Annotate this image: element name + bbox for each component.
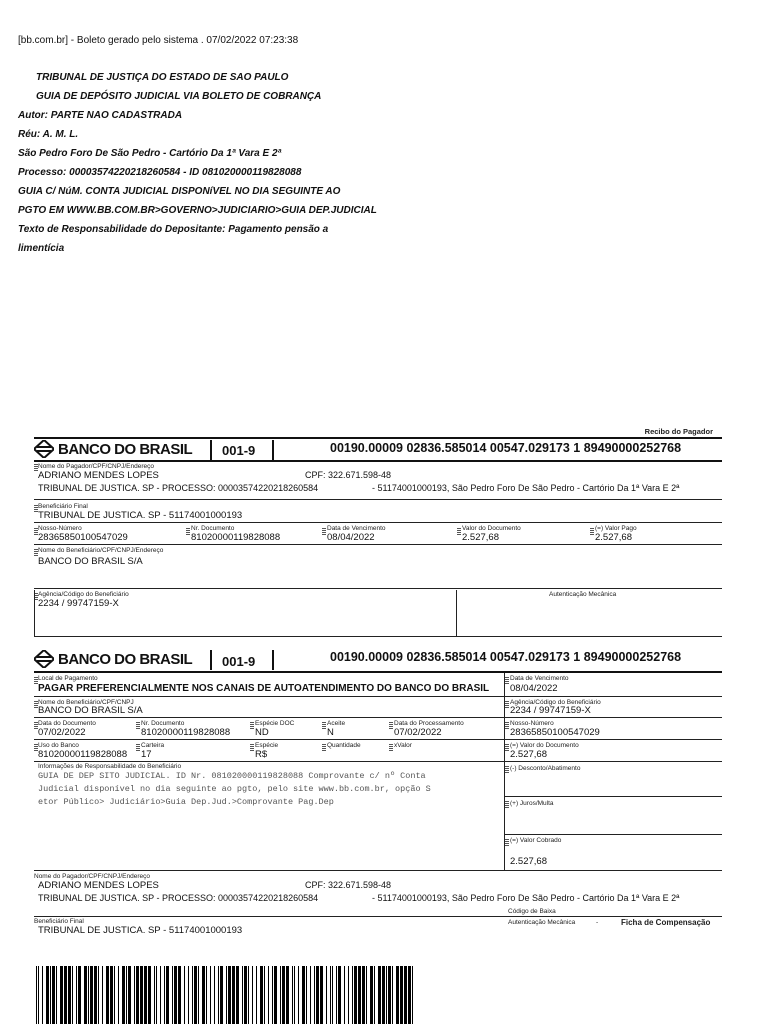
payment-barcode [36, 966, 438, 1024]
ficha-carteira-label: Carteira [141, 742, 165, 749]
ficha-local-label: Local de Pagamento [38, 675, 98, 682]
ficha-valor-cobrado-label: (=) Valor Cobrado [510, 837, 562, 844]
ficha-local: PAGAR PREFERENCIALMENTE NOS CANAIS DE AUTOATENDIMENTO DO BANCO DO BRASIL [38, 683, 490, 694]
ficha-carteira: 17 [141, 749, 152, 760]
ficha-juros-label: (+) Juros/Multa [510, 800, 554, 807]
recibo-pagador-address: TRIBUNAL DE JUSTICA. SP - PROCESSO: 00003574220218260584 [38, 483, 319, 493]
ficha-vencimento-label: Data de Vencimento [510, 675, 569, 682]
rule [504, 834, 505, 870]
field-tick [505, 800, 509, 808]
ficha-autenticacao-dash: - [596, 919, 599, 926]
rule [34, 739, 722, 740]
ficha-especie: R$ [255, 749, 268, 760]
rule [34, 870, 722, 871]
ficha-data-processamento-label: Data do Processamento [394, 720, 464, 727]
ficha-uso-banco-label: Uso do Banco [38, 742, 79, 749]
field-tick [505, 838, 509, 846]
header-foro: São Pedro Foro De São Pedro - Cartório Da 1ª Vara E 2ª [18, 148, 282, 159]
rule [34, 696, 722, 697]
field-tick [389, 721, 393, 729]
rule [34, 590, 35, 636]
field-tick [34, 527, 38, 535]
header-responsabilidade-cont: limentícia [18, 243, 65, 254]
recibo-vencimento: 08/04/2022 [327, 532, 375, 543]
ficha-nr-documento: 81020000119828088 [141, 727, 231, 738]
header-pgto-note: PGTO EM WWW.BB.COM.BR>GOVERNO>JUDICIARIO>GUIA DEP.JUDICIAL [18, 205, 377, 216]
recibo-valor-pago: 2.527,68 [595, 532, 632, 543]
field-tick [322, 527, 326, 535]
field-tick [34, 743, 38, 751]
code-separator [272, 650, 274, 670]
ficha-data-documento-label: Data do Documento [38, 720, 96, 727]
ficha-especie-doc: ND [255, 727, 269, 738]
ficha-codigo-baixa-label: Código de Baixa [508, 908, 556, 915]
ficha-quantidade-label: Quantidade [327, 742, 361, 749]
field-tick [136, 721, 140, 729]
rule [504, 834, 722, 835]
ficha-pagador-address: TRIBUNAL DE JUSTICA. SP - PROCESSO: 00003574220218260584 [38, 893, 319, 903]
ficha-agencia: 2234 / 99747159-X [510, 705, 591, 716]
recibo-header-rule [34, 460, 722, 462]
bank-logo [34, 440, 192, 458]
ficha-informacoes: GUIA DE DEP SITO JUDICIAL. ID Nr. 081020000119828088 Comprovante c/ nº Conta Judicial disponível no dia seguinte ao pgto, pelo site www.bb.com.br, opção S etor Público> Judiciário>Guia Dep.Jud.>Comprovante Pag.Dep [38, 771, 431, 807]
recibo-title: Recibo do Pagador [644, 427, 713, 436]
ficha-aceite: N [327, 727, 334, 738]
recibo-beneficiario: BANCO DO BRASIL S/A [38, 556, 143, 567]
field-tick [186, 527, 190, 535]
field-tick [250, 743, 254, 751]
ficha-benef-final-value: TRIBUNAL DE JUSTICA. SP - 51174001000193 [38, 925, 243, 936]
header-guide-title: GUIA DE DEPÓSITO JUDICIAL VIA BOLETO DE COBRANÇA [36, 91, 322, 102]
field-tick [34, 676, 38, 684]
bank-logo-ficha-icon [34, 650, 54, 668]
ficha-benef-final-label: Beneficiário Final [34, 918, 84, 925]
ficha-uso-banco: 81020000119828088 [38, 749, 128, 760]
ficha-especie-label: Espécie [255, 742, 279, 749]
ficha-informacoes-label: Informações de Responsabilidade do Beneficiário [38, 763, 182, 770]
rule [34, 499, 722, 500]
recibo-valor-documento: 2.527,68 [462, 532, 499, 543]
header-reu: Réu: A. M. L. [18, 129, 79, 140]
recibo-agencia: 2234 / 99747159-X [38, 598, 119, 609]
recibo-pagador-label: Nome do Pagador/CPF/CNPJ/Endereço [38, 463, 154, 470]
recibo-beneficiario-label: Nome do Beneficiário/CPF/CNPJ/Endereço [38, 547, 164, 554]
recibo-benef-final-label: Beneficiário Final [38, 503, 88, 510]
ficha-especie-doc-label: Espécie DOC [255, 720, 295, 727]
recibo-nosso-numero-label: Nosso-Número [38, 525, 82, 532]
rule [34, 588, 722, 589]
bank-logo-icon [34, 440, 54, 458]
rule [34, 717, 722, 718]
rule [34, 671, 722, 673]
header-responsabilidade: Texto de Responsabilidade do Depositante: Pagamento pensão a [18, 224, 329, 235]
ficha-nr-documento-label: Nr. Documento [141, 720, 185, 727]
document-header [18, 68, 377, 258]
bank-code: 001-9 [222, 443, 256, 458]
field-tick [505, 676, 509, 684]
field-tick [505, 700, 509, 708]
bank-name: BANCO DO BRASIL [58, 440, 193, 458]
rule [34, 916, 722, 917]
ficha-beneficiario-label: Nome do Beneficiário/CPF/CNPJ [38, 699, 134, 706]
recibo-nr-documento: 81020000119828088 [191, 532, 281, 543]
rule [504, 673, 505, 841]
recibo-nosso-numero: 28365850100547029 [38, 532, 128, 543]
bank-name-ficha: BANCO DO BRASIL [58, 650, 193, 668]
recibo-pagador-name: ADRIANO MENDES LOPES [38, 470, 159, 481]
rule [34, 636, 722, 637]
recibo-agencia-label: Agência/Código do Beneficiário [38, 591, 129, 598]
field-tick [505, 743, 509, 751]
rule [34, 544, 722, 545]
ficha-pagador-name: ADRIANO MENDES LOPES [38, 880, 159, 891]
ficha-beneficiario: BANCO DO BRASIL S/A [38, 705, 143, 716]
rule [456, 590, 457, 636]
ficha-pagador-address-cont: - 51174001000193, São Pedro Foro De São Pedro - Cartório Da 1ª Vara E 2ª [372, 893, 680, 903]
ficha-data-processamento: 07/02/2022 [394, 727, 442, 738]
recibo-pagador-address-cont: - 51174001000193, São Pedro Foro De São Pedro - Cartório Da 1ª Vara E 2ª [372, 483, 680, 493]
ficha-pagador-label: Nome do Pagador/CPF/CNPJ/Endereço [34, 873, 150, 880]
field-tick [505, 765, 509, 773]
field-tick [34, 700, 38, 708]
rule [34, 522, 722, 523]
system-note: [bb.com.br] - Boleto gerado pelo sistema . 07/02/2022 07:23:38 [18, 35, 299, 46]
ficha-vencimento: 08/04/2022 [510, 683, 558, 694]
field-tick [34, 548, 38, 556]
field-tick [250, 721, 254, 729]
header-guia-note: GUIA C/ NúM. CONTA JUDICIAL DISPONíVEL NO DIA SEGUINTE AO [18, 186, 341, 197]
ficha-valor-documento: 2.527,68 [510, 749, 547, 760]
recibo-top-rule [34, 437, 722, 439]
ficha-nosso-numero: 28365850100547029 [510, 727, 600, 738]
logo-separator [210, 440, 212, 460]
field-tick [505, 721, 509, 729]
ficha-valor-cobrado: 2.527,68 [510, 856, 547, 867]
bank-code-ficha: 001-9 [222, 654, 256, 669]
code-separator [272, 440, 274, 460]
field-tick [457, 527, 461, 535]
recibo-valor-pago-label: (=) Valor Pago [595, 525, 637, 532]
bank-logo-ficha [34, 650, 192, 668]
recibo-autenticacao-label: Autenticação Mecânica [549, 591, 617, 598]
recibo-valor-documento-label: Valor do Documento [462, 525, 521, 532]
header-processo: Processo: 00003574220218260584 - ID 081020000119828088 [18, 167, 302, 178]
header-autor: Autor: PARTE NAO CADASTRADA [18, 110, 183, 121]
recibo-vencimento-label: Data de Vencimento [327, 525, 386, 532]
field-tick [136, 743, 140, 751]
field-tick [34, 504, 38, 512]
linha-digitavel-ficha: 00190.00009 02836.585014 00547.029173 1 89490000252768 [330, 650, 682, 664]
field-tick [322, 743, 326, 751]
rule [504, 796, 722, 797]
field-tick [322, 721, 326, 729]
ficha-autenticacao-label: Autenticação Mecânica [508, 919, 576, 926]
recibo-nr-documento-label: Nr. Documento [191, 525, 235, 532]
field-tick [389, 743, 393, 751]
ficha-valor-documento-label: (=) Valor do Documento [510, 742, 579, 749]
field-tick [34, 721, 38, 729]
recibo-pagador-cpf: CPF: 322.671.598-48 [305, 470, 392, 480]
field-tick [590, 527, 594, 535]
ficha-aceite-label: Aceite [327, 720, 346, 727]
ficha-data-documento: 07/02/2022 [38, 727, 86, 738]
linha-digitavel: 00190.00009 02836.585014 00547.029173 1 89490000252768 [330, 441, 682, 455]
logo-separator [210, 650, 212, 670]
ficha-nosso-numero-label: Nosso-Número [510, 720, 554, 727]
header-court: TRIBUNAL DE JUSTIÇA DO ESTADO DE SAO PAULO [36, 72, 289, 83]
ficha-agencia-label: Agência/Código do Beneficiário [510, 699, 601, 706]
recibo-benef-final-value: TRIBUNAL DE JUSTICA. SP - 51174001000193 [38, 510, 243, 521]
ficha-pagador-cpf: CPF: 322.671.598-48 [305, 880, 392, 890]
ficha-desconto-label: (-) Desconto/Abatimento [510, 765, 581, 772]
rule [34, 761, 722, 762]
ficha-compensacao-title: Ficha de Compensação [621, 918, 711, 927]
ficha-xvalor-label: xValor [394, 742, 412, 749]
field-tick [34, 463, 38, 471]
